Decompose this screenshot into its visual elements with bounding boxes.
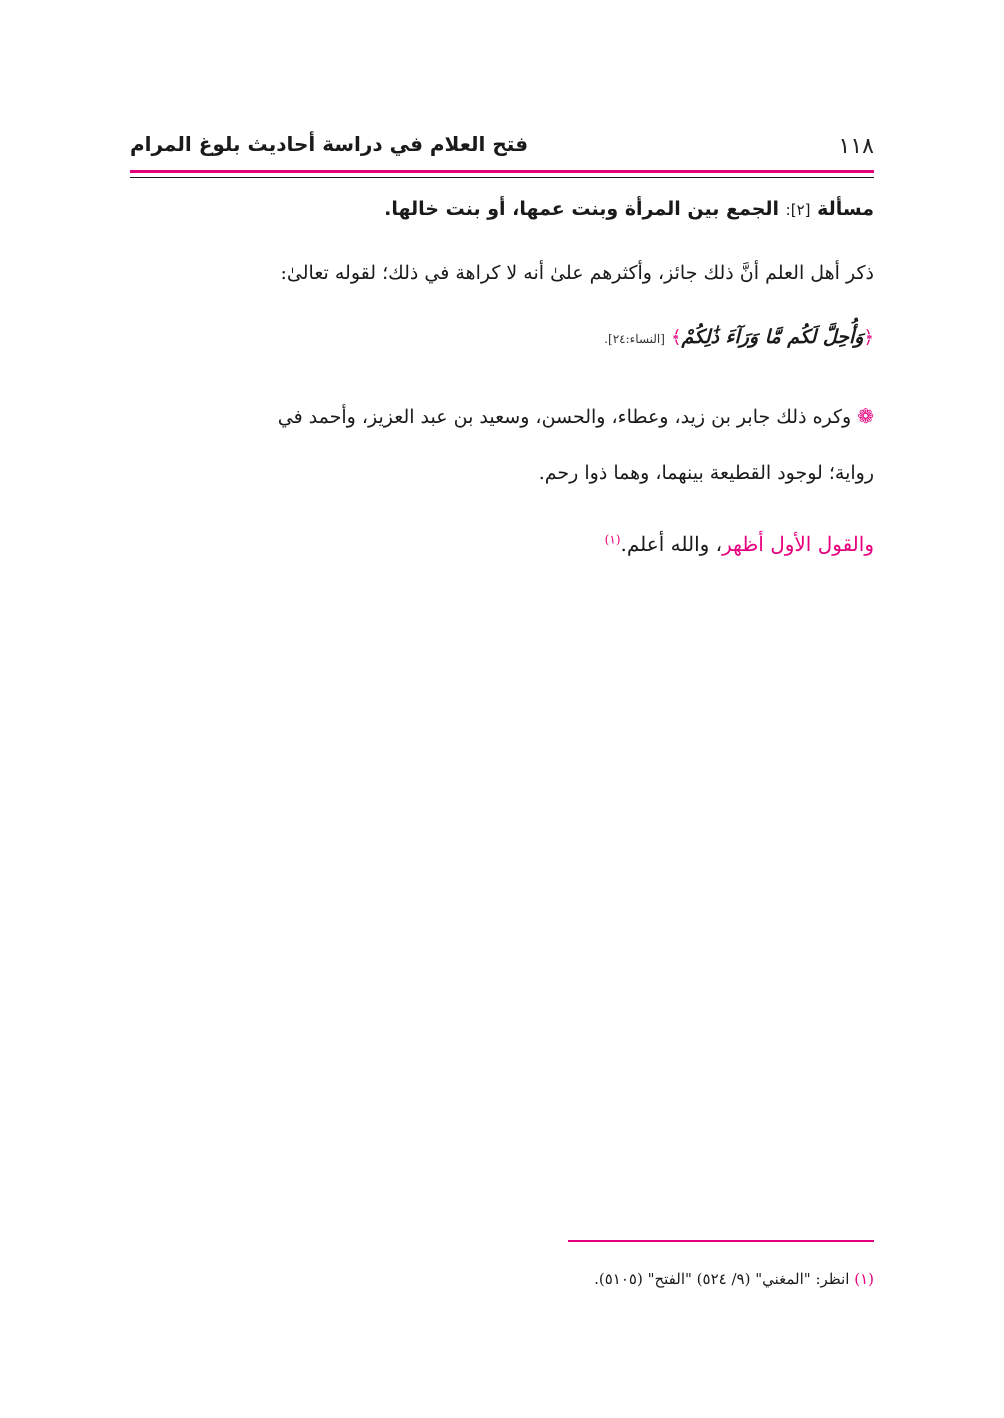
running-header bbox=[130, 128, 874, 168]
verse-close-bracket: ﴾ bbox=[671, 327, 682, 348]
book-title: فتح العلام في دراسة أحاديث بلوغ المرام bbox=[130, 132, 529, 156]
conclusion bbox=[130, 532, 874, 556]
footnote-ref[interactable]: (١) bbox=[604, 532, 621, 547]
footnote-number: (١) bbox=[854, 1270, 874, 1288]
paragraph-2-line-2: رواية؛ لوجود القطيعة بينهما، وهما ذوا رحم. bbox=[538, 462, 874, 484]
paragraph-1: ذكر أهل العلم أنَّ ذلك جائز، وأكثرهم علىٰ أنه لا كراهة في ذلك؛ لقوله تعالىٰ: bbox=[280, 262, 874, 284]
paragraph-2-line-1: وكره ذلك جابر بن زيد، وعطاء، والحسن، وسعيد بن عبد العزيز، وأحمد في bbox=[277, 406, 852, 428]
conclusion-highlight: والقول الأول أظهر bbox=[722, 532, 874, 556]
issue-title: الجمع بين المرأة وبنت عمها، أو بنت خالها. bbox=[384, 198, 780, 220]
paragraph-2 bbox=[130, 404, 874, 428]
quran-verse: وَأُحِلَّ لَكُم مَّا وَرَآءَ ذَٰلِكُمْ bbox=[681, 326, 864, 348]
quran-verse-line bbox=[130, 326, 874, 348]
issue-number: [٢]: bbox=[785, 201, 811, 219]
footnote-text: انظر: "المغني" (٩/ ٥٢٤) "الفتح" (٥١٠٥). bbox=[594, 1270, 850, 1288]
conclusion-rest: ، والله أعلم. bbox=[620, 532, 723, 556]
verse-reference: [النساء:٢٤]. bbox=[604, 332, 665, 346]
header-rule-thin bbox=[130, 177, 874, 178]
flower-marker-icon: ❁ bbox=[857, 404, 874, 428]
issue-label: مسألة bbox=[817, 198, 874, 220]
page-number: ١١٨ bbox=[838, 134, 874, 159]
verse-open-bracket: ﴿ bbox=[863, 327, 874, 348]
footnote bbox=[130, 1270, 874, 1288]
footnote-rule bbox=[568, 1240, 874, 1242]
issue-heading bbox=[130, 198, 874, 220]
header-rule-accent bbox=[130, 170, 874, 173]
